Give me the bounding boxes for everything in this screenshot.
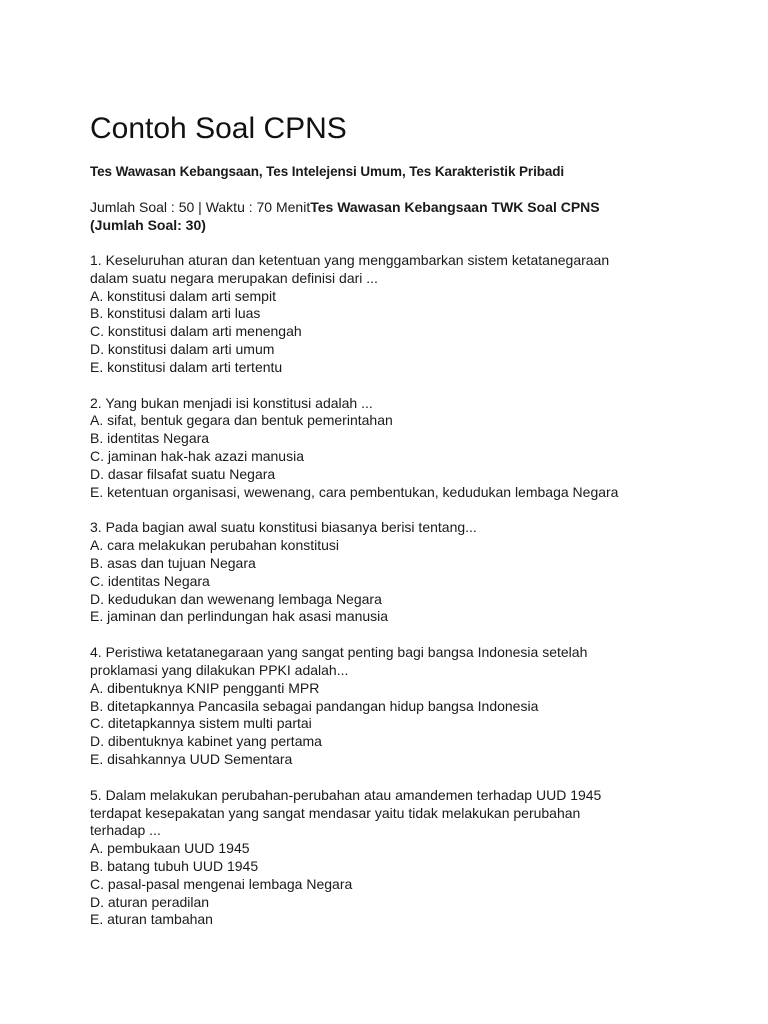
question-3 <box>90 519 730 626</box>
question-1 <box>90 252 730 377</box>
answer-option: D. konstitusi dalam arti umum <box>90 340 275 357</box>
answer-option: B. asas dan tujuan Negara <box>90 554 256 571</box>
answer-option: D. kedudukan dan wewenang lembaga Negara <box>90 590 382 607</box>
answer-option: B. batang tubuh UUD 1945 <box>90 857 259 874</box>
answer-option: A. cara melakukan perubahan konstitusi <box>90 537 340 554</box>
question-stem-line: 2. Yang bukan menjadi isi konstitusi adalah ... <box>90 394 373 411</box>
answer-option: A. dibentuknya KNIP pengganti MPR <box>90 679 320 696</box>
document-page <box>90 110 730 929</box>
section-heading: Tes Wawasan Kebangsaan TWK Soal CPNS <box>310 199 600 215</box>
answer-option: E. konstitusi dalam arti tertentu <box>90 358 283 375</box>
answer-option: B. ditetapkannya Pancasila sebagai pandangan hidup bangsa Indonesia <box>90 697 539 714</box>
answer-option: C. jaminan hak-hak azazi manusia <box>90 447 304 464</box>
answer-option: B. konstitusi dalam arti luas <box>90 305 261 322</box>
question-5 <box>90 787 730 929</box>
answer-option: C. ditetapkannya sistem multi partai <box>90 715 312 732</box>
answer-option: E. jaminan dan perlindungan hak asasi manusia <box>90 608 389 625</box>
answer-option: C. identitas Negara <box>90 572 210 589</box>
page-title: Contoh Soal CPNS <box>90 112 347 145</box>
answer-option: A. pembukaan UUD 1945 <box>90 840 250 857</box>
question-2 <box>90 395 730 502</box>
answer-option: D. dasar filsafat suatu Negara <box>90 465 276 482</box>
test-meta <box>90 198 730 234</box>
question-stem-line: terdapat kesepakatan yang sangat mendasar yaitu tidak melakukan perubahan <box>90 804 581 821</box>
question-stem-line: 1. Keseluruhan aturan dan ketentuan yang menggambarkan sistem ketatanegaraan <box>90 252 610 268</box>
answer-option: E. disahkannya UUD Sementara <box>90 750 293 767</box>
answer-option: E. aturan tambahan <box>90 911 213 928</box>
question-stem-line: terhadap ... <box>90 822 161 839</box>
answer-option: C. pasal-pasal mengenai lembaga Negara <box>90 875 353 892</box>
page-subtitle: Tes Wawasan Kebangsaan, Tes Intelejensi Umum, Tes Karakteristik Pribadi <box>90 164 565 179</box>
section-count: (Jumlah Soal: 30) <box>90 217 206 233</box>
answer-option: A. konstitusi dalam arti sempit <box>90 287 276 304</box>
question-4 <box>90 644 730 769</box>
question-stem-line: 4. Peristiwa ketatanegaraan yang sangat penting bagi bangsa Indonesia setelah <box>90 644 588 661</box>
answer-option: D. aturan peradilan <box>90 893 210 910</box>
question-stem-line: 5. Dalam melakukan perubahan-perubahan atau amandemen terhadap UUD 1945 <box>90 786 602 803</box>
question-list <box>90 252 730 929</box>
test-info: Jumlah Soal : 50 | Waktu : 70 Menit <box>90 199 311 215</box>
answer-option: E. ketentuan organisasi, wewenang, cara pembentukan, kedudukan lembaga Negara <box>90 483 619 500</box>
answer-option: C. konstitusi dalam arti menengah <box>90 323 302 340</box>
question-stem-line: proklamasi yang dilakukan PPKI adalah... <box>90 661 349 678</box>
answer-option: A. sifat, bentuk gegara dan bentuk pemerintahan <box>90 412 393 429</box>
question-stem-line: 3. Pada bagian awal suatu konstitusi biasanya berisi tentang... <box>90 519 477 536</box>
answer-option: B. identitas Negara <box>90 430 210 447</box>
answer-option: D. dibentuknya kabinet yang pertama <box>90 733 322 750</box>
question-stem-line: dalam suatu negara merupakan definisi dari ... <box>90 269 378 286</box>
